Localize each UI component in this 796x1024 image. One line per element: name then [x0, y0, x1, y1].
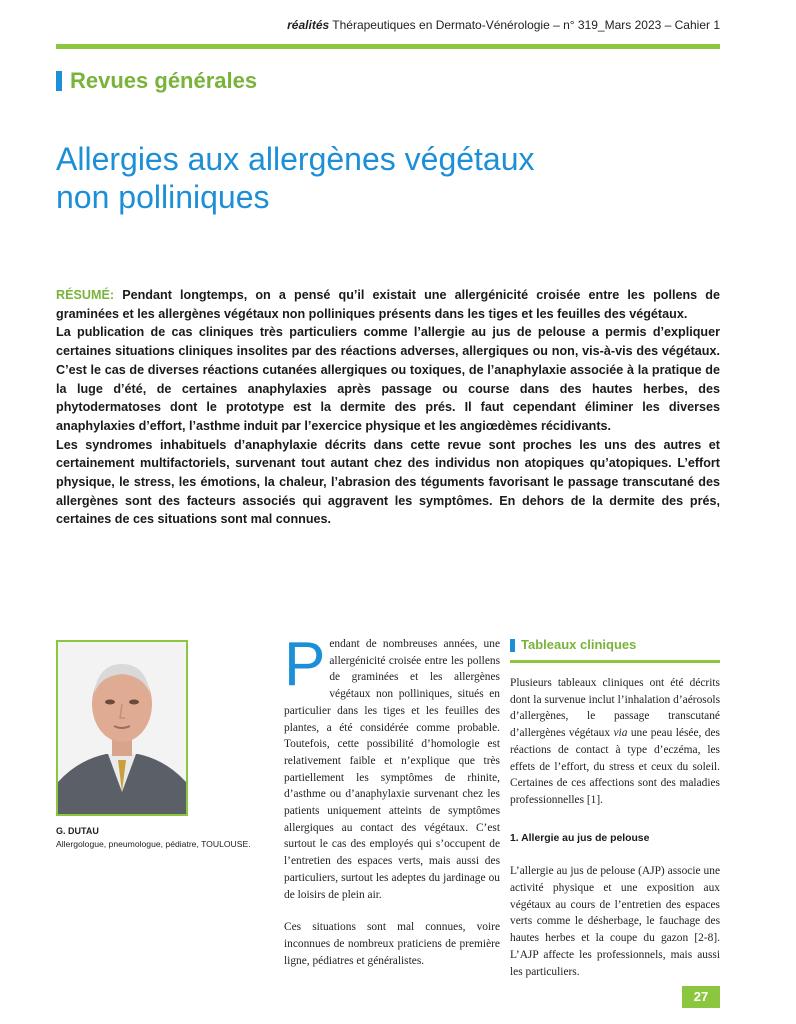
- abstract-paragraph-3: Les syndromes inhabituels d’anaphylaxie décrits dans cette revue sont proches les uns des autres et certainement multifactoriels, survenant tout autant chez des individus non atopiques qu’atopiques. L’effort physique, le stress, les émotions, la chaleur, l’abrasion des téguments favorisant le passage transcutané des allergènes sont des facteurs associés qui aggravent les symptômes. En dehors de la dermite des prés, certaines de ces situations sont mal connues.: [56, 437, 720, 527]
- title-line-1: Allergies aux allergènes végétaux: [56, 141, 535, 177]
- abstract: [56, 286, 720, 529]
- page-number: 27: [682, 986, 720, 1008]
- article-title: [56, 140, 716, 216]
- drop-cap: P: [284, 630, 326, 699]
- body-paragraph-2: Ces situations sont mal connues, voire inconnues de nombreux praticiens de première ligne, pédiatres et généralistes.: [284, 921, 500, 967]
- header-rule: [56, 44, 720, 49]
- sub-subheading: 1. Allergie au jus de pelouse: [510, 832, 650, 844]
- journal-name: réalités: [287, 18, 330, 32]
- author-role: Allergologue, pneumologue, pédiatre, TOULOUSE.: [56, 839, 251, 849]
- body-text-1: endant de nombreuses années, une allergénicité croisée entre les pollens de graminées et les allergènes végétaux non polliniques, situés en particulier dans les tiges et les feuilles des plantes, a été considérée comme probable. Toutefois, cette possibilité d’homologie est relativement faible et n’explique que très partiellement les symptômes de rhinite, d’asthme ou d’anaphylaxie survenant chez les patients uniquement atteints de symptômes allergiques au contact des végétaux. C’est surtout le cas des employés qui s’occupent de l’entretien des espaces verts, mais aussi des particuliers, surtout les adeptes du jardinage ou de loisirs de plein air.: [284, 638, 500, 901]
- body-paragraph-1: [284, 630, 500, 903]
- body-column-1: [284, 630, 500, 969]
- subheading-text: Tableaux cliniques: [521, 637, 637, 652]
- title-line-2: non polliniques: [56, 179, 270, 215]
- section-marker: [56, 71, 62, 91]
- body-column-2: [510, 636, 720, 980]
- running-header: [60, 18, 720, 32]
- section-label-text: Revues générales: [70, 68, 258, 93]
- abstract-text-1: Pendant longtemps, on a pensé qu’il existait une allergénicité croisée entre les pollens de graminées et les allergènes végétaux non polliniques présents dans les tiges et les feuilles des végétaux.: [56, 288, 720, 321]
- subheading: [510, 636, 720, 654]
- body-text-3b: une peau lésée, des réactions de contact à type d’eczéma, les effets de l’effort, du stress et ceux du soleil. Certaines de ces affections sont des maladies professionnelles [1].: [510, 727, 720, 806]
- subheading-rule: [510, 660, 720, 663]
- body-text-3-italic: via: [613, 727, 628, 740]
- author-photo: [56, 640, 188, 816]
- body-paragraph-4: L’allergie au jus de pelouse (AJP) associe une activité physique et une exposition aux végétaux au cours de l’entretien des espaces verts comme le désherbage, le fauchage des hautes herbes et la coupe du gazon [2-8]. L’AJP affecte les professionnels, mais aussi les particuliers.: [510, 865, 720, 978]
- abstract-label: RÉSUMÉ:: [56, 288, 115, 302]
- abstract-paragraph-2: La publication de cas cliniques très particuliers comme l’allergie au jus de pelouse a permis d’expliquer certaines situations cliniques insolites par des réactions adverses, allergiques ou non, vis-à-vis des végétaux. C’est le cas de diverses réactions cutanées allergiques ou toxiques, de l’anaphylaxie associée à la pratique de la luge d’été, de certaines anaphylaxies après passage ou course dans des hautes herbes, des phytodermatoses dont le prototype est la dermite des prés. Il faut cependant éliminer les diverses anaphylaxies d’effort, l’asthme induit par l’exercice physique et les angiœdèmes récidivants.: [56, 325, 720, 433]
- body-text-3a: Plusieurs tableaux cliniques ont été décrits dont la survenue inclut l’inhalation d’aérosols d’allergènes, le passage transcutané d’allergènes végétaux: [510, 677, 720, 740]
- journal-issue: Thérapeutiques en Dermato-Vénérologie – n° 319_Mars 2023 – Cahier 1: [329, 18, 720, 32]
- author-name: G. DUTAU: [56, 826, 99, 836]
- section-label: [56, 68, 257, 94]
- abstract-paragraph-1: [56, 286, 720, 323]
- body-paragraph-3: [510, 675, 720, 809]
- subheading-marker: [510, 639, 515, 652]
